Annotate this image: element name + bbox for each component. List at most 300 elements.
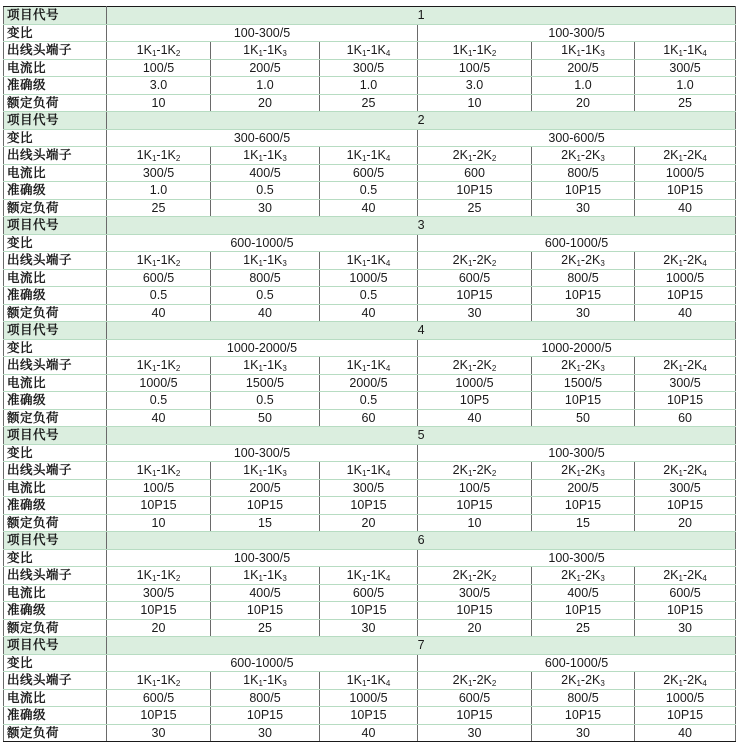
burden-cell: 30 xyxy=(211,199,320,217)
terminal-subscript: 1 xyxy=(678,259,683,269)
current-cell: 300/5 xyxy=(320,59,418,77)
accuracy-cell: 0.5 xyxy=(107,392,211,410)
group-5-accuracy-row xyxy=(4,497,736,515)
terminal-cell xyxy=(107,42,211,60)
terminal-subscript: 3 xyxy=(600,469,605,479)
terminal-text: 2K xyxy=(452,568,468,583)
terminal-subscript: 4 xyxy=(385,49,391,59)
accuracy-cell: 10P15 xyxy=(418,497,532,515)
ratio-cell: 600-1000/5 xyxy=(107,234,418,252)
current-cell: 400/5 xyxy=(211,164,320,182)
terminal-text: 1K xyxy=(136,253,152,268)
accuracy-cell: 3.0 xyxy=(418,77,532,95)
terminal-text: 2K xyxy=(663,358,679,373)
terminal-cell xyxy=(532,462,635,480)
terminal-subscript: 1 xyxy=(151,154,157,164)
accuracy-cell: 10P15 xyxy=(418,182,532,200)
group-6-terminal-row xyxy=(4,567,736,585)
terminal-label: 出线头端子 xyxy=(4,252,107,270)
terminal-subscript: 3 xyxy=(282,364,287,374)
terminal-cell xyxy=(418,462,532,480)
terminal-text: -2K xyxy=(580,568,601,583)
current-cell: 300/5 xyxy=(418,584,532,602)
terminal-subscript: 3 xyxy=(600,679,605,689)
terminal-subscript: 1 xyxy=(467,259,473,269)
terminal-text: -1K xyxy=(580,43,601,58)
burden-cell: 10 xyxy=(107,94,211,112)
current-cell: 1500/5 xyxy=(532,374,635,392)
terminal-label: 出线头端子 xyxy=(4,147,107,165)
accuracy-cell: 10P15 xyxy=(532,602,635,620)
group-5-id-row xyxy=(4,427,736,445)
terminal-text: -1K xyxy=(366,568,386,583)
current-cell: 800/5 xyxy=(211,689,320,707)
group-5-ratio-row xyxy=(4,444,736,462)
terminal-text: 2K xyxy=(561,358,577,373)
id-label: 项目代号 xyxy=(4,532,107,550)
accuracy-label: 准确级 xyxy=(4,287,107,305)
group-7-accuracy-row xyxy=(4,707,736,725)
terminal-subscript: 1 xyxy=(361,259,367,269)
terminal-subscript: 2 xyxy=(175,574,181,584)
group-1-burden-row xyxy=(4,94,736,112)
burden-cell: 25 xyxy=(532,619,635,637)
group-2-burden-row xyxy=(4,199,736,217)
group-id-cell: 7 xyxy=(107,637,736,655)
accuracy-cell: 0.5 xyxy=(211,182,320,200)
terminal-subscript: 1 xyxy=(678,679,683,689)
terminal-text: -2K xyxy=(682,673,703,688)
terminal-cell xyxy=(418,567,532,585)
terminal-text: -1K xyxy=(156,148,176,163)
terminal-cell xyxy=(418,42,532,60)
terminal-subscript: 3 xyxy=(600,154,605,164)
terminal-text: -1K xyxy=(156,463,176,478)
terminal-text: -2K xyxy=(682,148,703,163)
group-5-terminal-row xyxy=(4,462,736,480)
ratio-cell: 300-600/5 xyxy=(107,129,418,147)
current-cell: 1000/5 xyxy=(635,269,736,287)
terminal-subscript: 1 xyxy=(467,469,473,479)
terminal-subscript: 3 xyxy=(282,574,287,584)
current-cell: 400/5 xyxy=(211,584,320,602)
group-5-current-row xyxy=(4,479,736,497)
burden-cell: 40 xyxy=(107,409,211,427)
group-3-ratio-row xyxy=(4,234,736,252)
terminal-text: 2K xyxy=(452,463,468,478)
terminal-subscript: 1 xyxy=(361,679,367,689)
terminal-subscript: 3 xyxy=(600,49,605,59)
terminal-subscript: 1 xyxy=(258,364,263,374)
group-1-ratio-row xyxy=(4,24,736,42)
current-cell: 1000/5 xyxy=(418,374,532,392)
terminal-text: 2K xyxy=(452,673,468,688)
terminal-subscript: 4 xyxy=(702,574,707,584)
terminal-subscript: 1 xyxy=(678,154,683,164)
group-7-current-row xyxy=(4,689,736,707)
group-id-cell: 6 xyxy=(107,532,736,550)
group-2-ratio-row xyxy=(4,129,736,147)
terminal-text: -1K xyxy=(262,463,283,478)
burden-cell: 20 xyxy=(211,94,320,112)
terminal-subscript: 2 xyxy=(491,574,497,584)
accuracy-cell: 10P15 xyxy=(211,602,320,620)
terminal-text: 2K xyxy=(561,148,577,163)
accuracy-label: 准确级 xyxy=(4,602,107,620)
terminal-text: 2K xyxy=(663,673,679,688)
current-cell: 200/5 xyxy=(211,479,320,497)
terminal-subscript: 2 xyxy=(491,469,497,479)
current-cell: 300/5 xyxy=(320,479,418,497)
group-6-burden-row xyxy=(4,619,736,637)
terminal-subscript: 2 xyxy=(175,154,181,164)
accuracy-cell: 1.0 xyxy=(320,77,418,95)
terminal-subscript: 4 xyxy=(385,154,391,164)
current-label: 电流比 xyxy=(4,689,107,707)
terminal-text: -2K xyxy=(580,253,601,268)
terminal-cell xyxy=(107,462,211,480)
terminal-text: -1K xyxy=(262,253,283,268)
group-7-ratio-row xyxy=(4,654,736,672)
terminal-subscript: 3 xyxy=(282,679,287,689)
burden-label: 额定负荷 xyxy=(4,304,107,322)
terminal-text: 1K xyxy=(243,463,259,478)
terminal-cell xyxy=(635,42,736,60)
accuracy-cell: 10P15 xyxy=(532,182,635,200)
current-label: 电流比 xyxy=(4,269,107,287)
accuracy-label: 准确级 xyxy=(4,497,107,515)
terminal-subscript: 1 xyxy=(258,574,263,584)
terminal-subscript: 1 xyxy=(151,469,157,479)
terminal-subscript: 3 xyxy=(600,574,605,584)
group-7-id-row xyxy=(4,637,736,655)
terminal-text: 1K xyxy=(136,148,152,163)
current-cell: 800/5 xyxy=(532,164,635,182)
terminal-text: 2K xyxy=(663,148,679,163)
accuracy-cell: 0.5 xyxy=(320,182,418,200)
current-cell: 800/5 xyxy=(532,689,635,707)
current-cell: 100/5 xyxy=(107,479,211,497)
terminal-cell xyxy=(418,672,532,690)
current-cell: 600/5 xyxy=(107,269,211,287)
ratio-cell: 100-300/5 xyxy=(418,444,736,462)
accuracy-cell: 0.5 xyxy=(211,392,320,410)
terminal-cell xyxy=(107,672,211,690)
burden-cell: 20 xyxy=(107,619,211,637)
terminal-cell xyxy=(532,147,635,165)
accuracy-label: 准确级 xyxy=(4,392,107,410)
terminal-cell xyxy=(320,42,418,60)
ratio-label: 变比 xyxy=(4,654,107,672)
group-4-accuracy-row xyxy=(4,392,736,410)
terminal-text: -2K xyxy=(580,463,601,478)
accuracy-cell: 10P15 xyxy=(418,287,532,305)
terminal-text: 1K xyxy=(452,43,468,58)
burden-cell: 30 xyxy=(418,724,532,742)
group-6-ratio-row xyxy=(4,549,736,567)
group-1-current-row xyxy=(4,59,736,77)
ratio-cell: 100-300/5 xyxy=(107,444,418,462)
accuracy-cell: 10P15 xyxy=(635,182,736,200)
group-4-id-row xyxy=(4,322,736,340)
accuracy-cell: 10P15 xyxy=(532,497,635,515)
terminal-subscript: 4 xyxy=(702,679,707,689)
terminal-text: -1K xyxy=(156,253,176,268)
burden-cell: 40 xyxy=(635,724,736,742)
accuracy-cell: 1.0 xyxy=(107,182,211,200)
terminal-subscript: 1 xyxy=(151,259,157,269)
burden-cell: 30 xyxy=(211,724,320,742)
ratio-cell: 100-300/5 xyxy=(107,549,418,567)
terminal-cell xyxy=(320,567,418,585)
group-3-current-row xyxy=(4,269,736,287)
terminal-subscript: 1 xyxy=(151,679,157,689)
terminal-cell xyxy=(320,672,418,690)
terminal-text: 1K xyxy=(346,253,362,268)
accuracy-cell: 1.0 xyxy=(211,77,320,95)
terminal-cell xyxy=(211,147,320,165)
terminal-subscript: 3 xyxy=(282,49,287,59)
burden-cell: 25 xyxy=(211,619,320,637)
terminal-cell xyxy=(635,567,736,585)
ratio-cell: 1000-2000/5 xyxy=(107,339,418,357)
table-body xyxy=(4,7,736,742)
terminal-cell xyxy=(211,462,320,480)
terminal-text: 1K xyxy=(243,148,259,163)
terminal-text: 2K xyxy=(561,253,577,268)
ratio-cell: 300-600/5 xyxy=(418,129,736,147)
burden-cell: 60 xyxy=(320,409,418,427)
terminal-text: -2K xyxy=(472,673,492,688)
terminal-subscript: 1 xyxy=(258,469,263,479)
terminal-cell xyxy=(635,252,736,270)
terminal-subscript: 1 xyxy=(151,49,157,59)
burden-cell: 30 xyxy=(532,199,635,217)
current-cell: 300/5 xyxy=(107,584,211,602)
ratio-cell: 600-1000/5 xyxy=(418,234,736,252)
ratio-cell: 100-300/5 xyxy=(418,549,736,567)
accuracy-cell: 1.0 xyxy=(635,77,736,95)
current-cell: 300/5 xyxy=(635,479,736,497)
burden-cell: 40 xyxy=(635,304,736,322)
terminal-subscript: 4 xyxy=(385,679,391,689)
group-id-cell: 3 xyxy=(107,217,736,235)
current-cell: 600/5 xyxy=(320,584,418,602)
current-cell: 800/5 xyxy=(211,269,320,287)
terminal-subscript: 1 xyxy=(576,679,581,689)
current-label: 电流比 xyxy=(4,479,107,497)
burden-cell: 40 xyxy=(107,304,211,322)
ratio-label: 变比 xyxy=(4,444,107,462)
group-3-burden-row xyxy=(4,304,736,322)
burden-label: 额定负荷 xyxy=(4,619,107,637)
terminal-subscript: 4 xyxy=(702,259,707,269)
id-label: 项目代号 xyxy=(4,7,107,25)
group-id-cell: 5 xyxy=(107,427,736,445)
terminal-text: 1K xyxy=(663,43,679,58)
burden-cell: 25 xyxy=(418,199,532,217)
terminal-text: -1K xyxy=(156,43,176,58)
terminal-subscript: 1 xyxy=(467,574,473,584)
terminal-cell xyxy=(107,567,211,585)
terminal-subscript: 2 xyxy=(491,679,497,689)
accuracy-cell: 10P15 xyxy=(532,392,635,410)
terminal-text: 1K xyxy=(561,43,577,58)
terminal-text: -1K xyxy=(366,43,386,58)
current-cell: 1000/5 xyxy=(107,374,211,392)
terminal-text: -2K xyxy=(472,463,492,478)
terminal-text: -1K xyxy=(156,358,176,373)
terminal-text: -2K xyxy=(682,568,703,583)
terminal-label: 出线头端子 xyxy=(4,42,107,60)
terminal-subscript: 4 xyxy=(385,364,391,374)
group-4-ratio-row xyxy=(4,339,736,357)
current-cell: 400/5 xyxy=(532,584,635,602)
group-4-current-row xyxy=(4,374,736,392)
terminal-text: -2K xyxy=(682,463,703,478)
terminal-subscript: 1 xyxy=(258,259,263,269)
burden-label: 额定负荷 xyxy=(4,514,107,532)
current-cell: 2000/5 xyxy=(320,374,418,392)
burden-cell: 10 xyxy=(418,514,532,532)
terminal-text: -1K xyxy=(262,673,283,688)
terminal-text: 1K xyxy=(136,43,152,58)
terminal-cell xyxy=(532,567,635,585)
group-6-accuracy-row xyxy=(4,602,736,620)
terminal-subscript: 3 xyxy=(600,259,605,269)
accuracy-cell: 1.0 xyxy=(532,77,635,95)
terminal-subscript: 1 xyxy=(678,469,683,479)
terminal-cell xyxy=(635,462,736,480)
terminal-cell xyxy=(418,252,532,270)
burden-cell: 25 xyxy=(107,199,211,217)
terminal-subscript: 1 xyxy=(258,49,263,59)
burden-cell: 20 xyxy=(320,514,418,532)
terminal-subscript: 2 xyxy=(175,679,181,689)
accuracy-cell: 10P15 xyxy=(211,707,320,725)
burden-cell: 20 xyxy=(532,94,635,112)
terminal-subscript: 4 xyxy=(702,49,707,59)
accuracy-label: 准确级 xyxy=(4,182,107,200)
terminal-text: -1K xyxy=(366,673,386,688)
terminal-subscript: 1 xyxy=(361,154,367,164)
terminal-subscript: 1 xyxy=(361,49,367,59)
burden-cell: 30 xyxy=(320,619,418,637)
ratio-label: 变比 xyxy=(4,129,107,147)
terminal-cell xyxy=(532,252,635,270)
accuracy-cell: 10P15 xyxy=(211,497,320,515)
terminal-text: 1K xyxy=(346,43,362,58)
burden-cell: 25 xyxy=(320,94,418,112)
terminal-cell xyxy=(418,147,532,165)
accuracy-cell: 10P15 xyxy=(635,287,736,305)
burden-cell: 40 xyxy=(635,199,736,217)
terminal-subscript: 1 xyxy=(576,469,581,479)
terminal-text: 1K xyxy=(243,568,259,583)
ratio-cell: 100-300/5 xyxy=(418,24,736,42)
group-5-burden-row xyxy=(4,514,736,532)
current-cell: 600/5 xyxy=(635,584,736,602)
terminal-text: 1K xyxy=(346,673,362,688)
terminal-cell xyxy=(635,672,736,690)
terminal-label: 出线头端子 xyxy=(4,567,107,585)
terminal-text: -1K xyxy=(366,253,386,268)
terminal-text: 1K xyxy=(243,253,259,268)
terminal-text: -2K xyxy=(580,673,601,688)
terminal-subscript: 1 xyxy=(361,574,367,584)
accuracy-cell: 10P5 xyxy=(418,392,532,410)
group-4-terminal-row xyxy=(4,357,736,375)
accuracy-cell: 10P15 xyxy=(635,497,736,515)
current-cell: 100/5 xyxy=(418,479,532,497)
terminal-text: 1K xyxy=(243,673,259,688)
current-cell: 1000/5 xyxy=(320,269,418,287)
group-id-cell: 2 xyxy=(107,112,736,130)
terminal-cell xyxy=(320,147,418,165)
terminal-subscript: 1 xyxy=(576,574,581,584)
burden-cell: 30 xyxy=(532,724,635,742)
ratio-label: 变比 xyxy=(4,234,107,252)
ratio-cell: 600-1000/5 xyxy=(107,654,418,672)
accuracy-cell: 10P15 xyxy=(532,287,635,305)
group-2-current-row xyxy=(4,164,736,182)
terminal-subscript: 2 xyxy=(175,259,181,269)
current-cell: 1000/5 xyxy=(635,164,736,182)
spec-table xyxy=(3,6,736,742)
terminal-text: -2K xyxy=(580,358,601,373)
group-1-id-row xyxy=(4,7,736,25)
terminal-text: 1K xyxy=(136,463,152,478)
terminal-subscript: 1 xyxy=(361,469,367,479)
burden-cell: 10 xyxy=(418,94,532,112)
group-1-terminal-row xyxy=(4,42,736,60)
terminal-cell xyxy=(635,357,736,375)
terminal-text: 2K xyxy=(561,463,577,478)
terminal-text: 2K xyxy=(561,673,577,688)
current-cell: 200/5 xyxy=(532,59,635,77)
burden-cell: 30 xyxy=(107,724,211,742)
terminal-subscript: 1 xyxy=(258,679,263,689)
id-label: 项目代号 xyxy=(4,217,107,235)
terminal-cell xyxy=(418,357,532,375)
terminal-subscript: 1 xyxy=(467,154,473,164)
terminal-subscript: 2 xyxy=(175,469,181,479)
terminal-text: 1K xyxy=(136,568,152,583)
burden-cell: 25 xyxy=(635,94,736,112)
terminal-text: 1K xyxy=(346,568,362,583)
ratio-cell: 1000-2000/5 xyxy=(418,339,736,357)
accuracy-cell: 10P15 xyxy=(320,707,418,725)
accuracy-cell: 0.5 xyxy=(107,287,211,305)
terminal-text: 1K xyxy=(136,673,152,688)
terminal-cell xyxy=(320,357,418,375)
accuracy-label: 准确级 xyxy=(4,707,107,725)
ratio-cell: 100-300/5 xyxy=(107,24,418,42)
terminal-cell xyxy=(211,42,320,60)
terminal-subscript: 2 xyxy=(491,49,497,59)
terminal-text: -2K xyxy=(472,358,492,373)
group-1-accuracy-row xyxy=(4,77,736,95)
burden-label: 额定负荷 xyxy=(4,724,107,742)
terminal-text: 2K xyxy=(561,568,577,583)
terminal-cell xyxy=(532,672,635,690)
group-2-terminal-row xyxy=(4,147,736,165)
terminal-text: 2K xyxy=(452,253,468,268)
terminal-text: -1K xyxy=(366,148,386,163)
terminal-text: -2K xyxy=(472,568,492,583)
terminal-text: -2K xyxy=(580,148,601,163)
ratio-label: 变比 xyxy=(4,549,107,567)
